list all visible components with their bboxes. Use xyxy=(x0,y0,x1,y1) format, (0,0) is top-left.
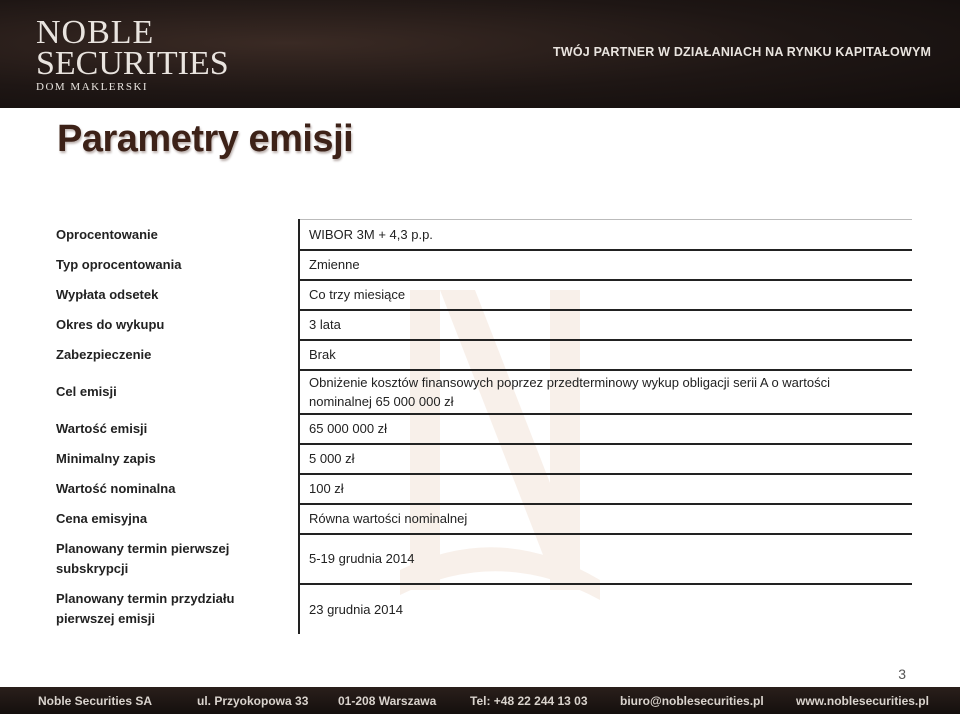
row-value: 100 zł xyxy=(299,474,912,504)
row-label: Planowany termin przydziału pierwszej emisji xyxy=(50,584,299,634)
row-value: Co trzy miesiące xyxy=(299,280,912,310)
tagline: TWÓJ PARTNER W DZIAŁANIACH NA RYNKU KAPITAŁOWYM xyxy=(553,45,932,59)
row-value: 5-19 grudnia 2014 xyxy=(299,534,912,584)
footer-company: Noble Securities SA xyxy=(38,694,153,708)
row-label: Oprocentowanie xyxy=(50,220,299,250)
table-row xyxy=(50,310,912,340)
page-title: Parametry emisji xyxy=(57,118,354,160)
table-row xyxy=(50,340,912,370)
footer-email[interactable]: biuro@noblesecurities.pl xyxy=(620,694,764,708)
row-value: Równa wartości nominalnej xyxy=(299,504,912,534)
header-banner xyxy=(0,0,960,108)
footer-city: 01-208 Warszawa xyxy=(338,694,437,708)
row-value: 5 000 zł xyxy=(299,444,912,474)
logo-line-1: NOBLE xyxy=(36,14,155,51)
table-row xyxy=(50,504,912,534)
footer-bar xyxy=(0,687,960,714)
parameters-table xyxy=(50,219,912,634)
row-label: Zabezpieczenie xyxy=(50,340,299,370)
table-row xyxy=(50,370,912,414)
logo-line-2: SECURITIES xyxy=(36,45,229,82)
table-row xyxy=(50,220,912,250)
row-value: 3 lata xyxy=(299,310,912,340)
table-row xyxy=(50,250,912,280)
row-value: Obniżenie kosztów finansowych poprzez przedterminowy wykup obligacji serii A o wartości nominalnej 65 000 000 zł xyxy=(299,370,912,414)
row-label: Cena emisyjna xyxy=(50,504,299,534)
noble-securities-logo xyxy=(36,14,229,94)
page-number: 3 xyxy=(898,666,906,682)
footer-website[interactable]: www.noblesecurities.pl xyxy=(796,694,929,708)
row-value: Brak xyxy=(299,340,912,370)
table-row xyxy=(50,414,912,444)
row-label: Wypłata odsetek xyxy=(50,280,299,310)
row-value: 23 grudnia 2014 xyxy=(309,601,403,617)
table-row xyxy=(50,474,912,504)
footer-phone: Tel: +48 22 244 13 03 xyxy=(470,694,588,708)
row-label: Cel emisji xyxy=(50,370,299,414)
table-row xyxy=(50,444,912,474)
footer-street: ul. Przyokopowa 33 xyxy=(197,694,309,708)
table-row xyxy=(50,584,912,634)
table-row xyxy=(50,280,912,310)
row-value: WIBOR 3M + 4,3 p.p. xyxy=(299,220,912,250)
row-value: Zmienne xyxy=(299,250,912,280)
row-value: 65 000 000 zł xyxy=(299,414,912,444)
row-label: Wartość emisji xyxy=(50,414,299,444)
logo-line-3: DOM MAKLERSKI xyxy=(36,81,149,93)
row-label: Minimalny zapis xyxy=(50,444,299,474)
row-label: Typ oprocentowania xyxy=(50,250,299,280)
row-label: Okres do wykupu xyxy=(50,310,299,340)
row-label: Planowany termin pierwszej subskrypcji xyxy=(50,534,299,584)
table-row xyxy=(50,534,912,584)
row-label: Wartość nominalna xyxy=(50,474,299,504)
